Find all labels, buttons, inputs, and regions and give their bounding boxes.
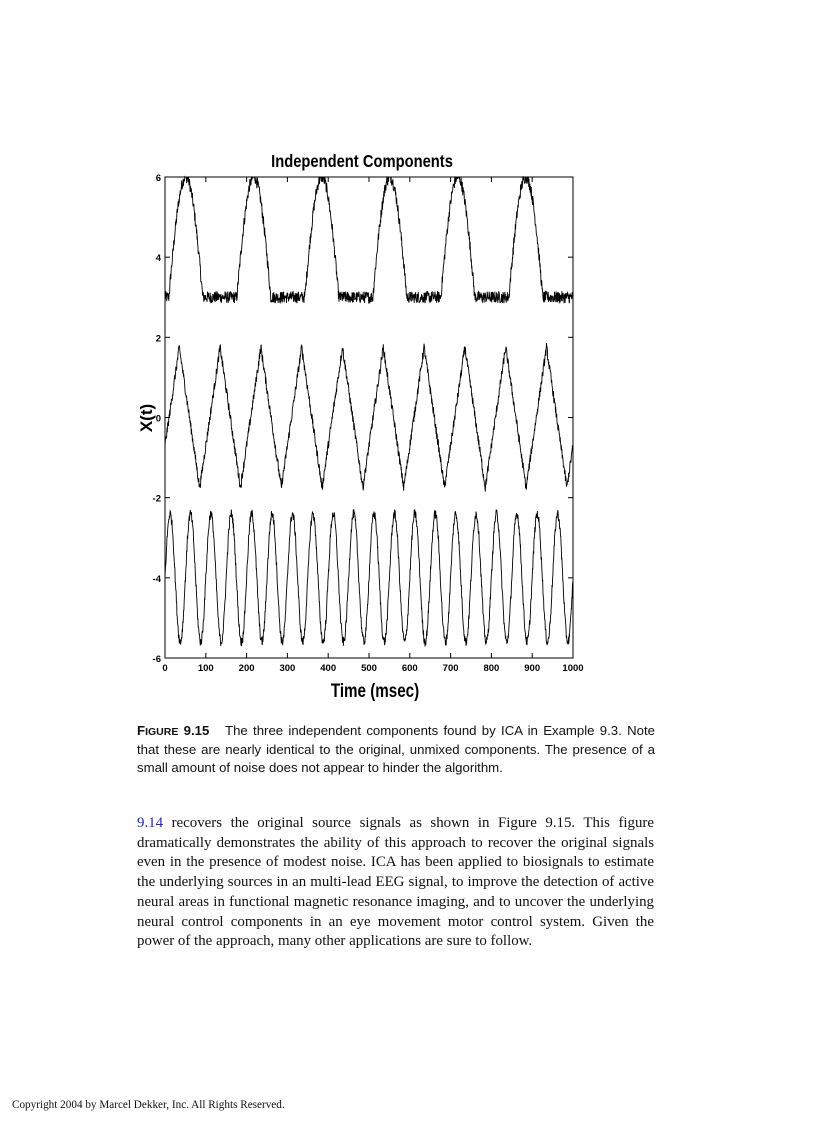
x-tick-label: 200 <box>238 663 255 674</box>
series-line-2 <box>165 343 573 492</box>
y-tick-label: -2 <box>152 493 161 505</box>
x-tick-label: 500 <box>361 663 377 674</box>
copyright-footer: Copyright 2004 by Marcel Dekker, Inc. All Rights Reserved. <box>12 1099 285 1111</box>
chart-title: Independent Components <box>271 151 453 172</box>
body-text: recovers the original source signals as shown in Figure 9.15. This figure dramatically demonstrates the ability of this approach to recover the original signals even in the presence of modest noise. ICA has been applied to biosignals to estimate the underlying sources in an multi-lead EEG signal, to improve the detection of active neural areas in functional magnetic resonance imaging, and to uncover the underlying neural control components in an eye movement motor control system. Given the power of the approach, many other applications are sure to follow. <box>137 815 654 950</box>
figure-9-15 <box>130 145 600 705</box>
y-tick-label: 2 <box>155 333 161 345</box>
x-tick-label: 0 <box>162 663 168 674</box>
figure-label: FIGURE 9.15 <box>137 723 210 738</box>
y-axis-label: X(t) <box>137 403 156 433</box>
x-tick-label: 900 <box>524 663 541 674</box>
x-tick-label: 1000 <box>562 663 584 674</box>
x-tick-label: 300 <box>279 663 296 674</box>
x-tick-label: 800 <box>483 663 500 674</box>
y-tick-label: -6 <box>152 654 161 665</box>
ica-chart <box>130 145 600 705</box>
series-line-3 <box>165 509 573 646</box>
y-tick-label: -4 <box>152 573 161 585</box>
x-tick-label: 100 <box>197 663 214 674</box>
figure-caption <box>137 722 655 777</box>
y-tick-label: 4 <box>155 253 161 265</box>
y-tick-label: 6 <box>155 173 161 184</box>
y-tick-label: 0 <box>155 413 161 425</box>
equation-ref-link[interactable]: 9.14 <box>137 815 164 831</box>
x-axis-label: Time (msec) <box>330 679 420 702</box>
caption-text: The three independent components found by ICA in Example 9.3. Note that these are nearly identical to the original, unmixed components. The presence of a small amount of noise does not appear to hinder the algorithm. <box>137 723 655 775</box>
series-line-1 <box>165 177 573 303</box>
body-paragraph <box>137 814 654 952</box>
x-tick-label: 400 <box>320 663 337 674</box>
x-tick-label: 600 <box>401 663 418 674</box>
x-tick-label: 700 <box>442 663 459 674</box>
